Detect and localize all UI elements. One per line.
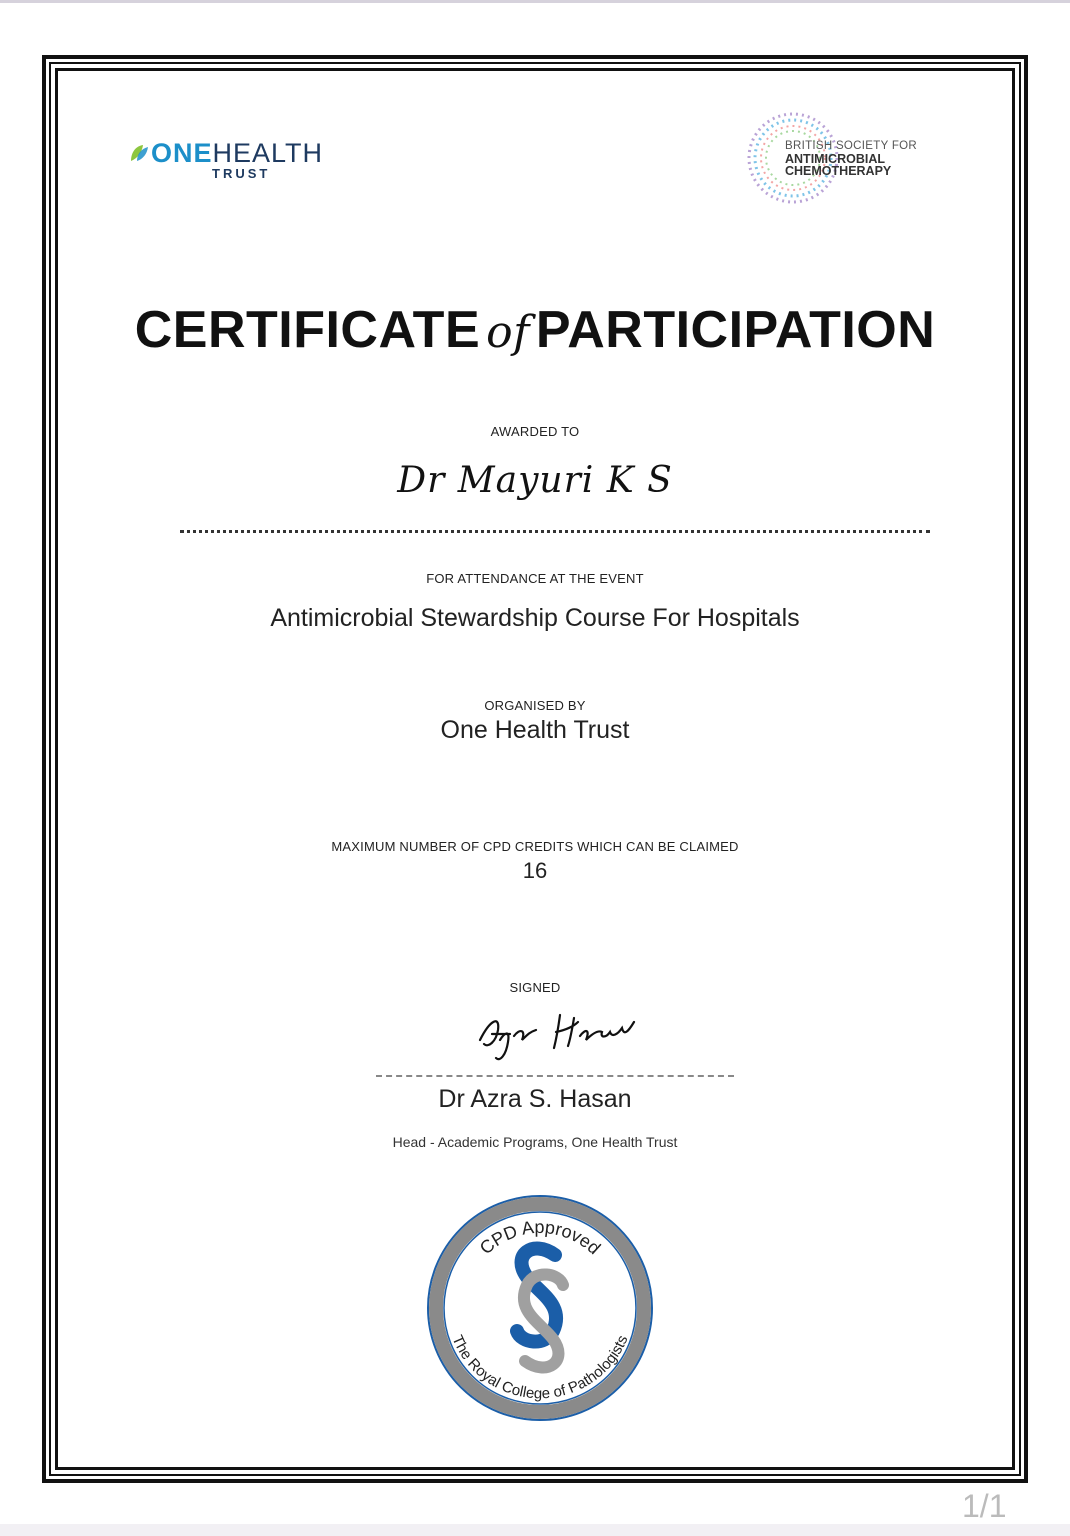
signed-label: SIGNED [509, 980, 561, 995]
signatory-name: Dr Azra S. Hasan [438, 1085, 632, 1113]
seal-top-textpath: CPD Approved [475, 1216, 605, 1259]
title-word-participation: PARTICIPATION [535, 301, 936, 359]
bsac-line-2: ANTIMICROBIAL [785, 152, 885, 166]
seal-bottom-textpath: The Royal College of Pathologists [448, 1332, 632, 1403]
signatory-role: Head - Academic Programs, One Health Trust [392, 1134, 678, 1150]
title-word-of: of [486, 307, 530, 358]
organiser-name: One Health Trust [440, 716, 630, 744]
cpd-credits-value: 16 [522, 858, 548, 883]
recipient-underline [180, 530, 930, 533]
page-indicator: 1/1 [962, 1488, 1007, 1524]
logo-word-health: HEALTH [212, 138, 324, 168]
attendance-label: FOR ATTENDANCE AT THE EVENT [426, 571, 644, 586]
certificate-title [55, 300, 1015, 360]
bsac-line-1: BRITISH SOCIETY FOR [785, 140, 918, 152]
logo-wordmark [151, 138, 323, 168]
bsac-logo [745, 108, 945, 208]
one-health-trust-logo [128, 138, 348, 188]
logo-word-one: ONE [151, 138, 213, 168]
awarded-to-label: AWARDED TO [490, 424, 580, 439]
event-name: Antimicrobial Stewardship Course For Hospitals [270, 604, 800, 632]
organised-by-label: ORGANISED BY [484, 698, 586, 713]
title-word-certificate: CERTIFICATE [134, 301, 481, 359]
recipient-name: Dr Mayuri K S [397, 460, 673, 501]
cpd-credits-label: MAXIMUM NUMBER OF CPD CREDITS WHICH CAN BE CLAIMED [331, 839, 739, 854]
viewer-top-bar [0, 0, 1070, 3]
leaf-icon [128, 142, 150, 164]
bsac-line-3: CHEMOTHERAPY [785, 164, 892, 178]
signature [470, 1000, 645, 1065]
logo-word-trust: TRUST [212, 166, 271, 181]
viewer-bottom-bar [0, 1524, 1070, 1536]
signature-line [376, 1075, 734, 1077]
cpd-approved-seal [425, 1193, 655, 1423]
